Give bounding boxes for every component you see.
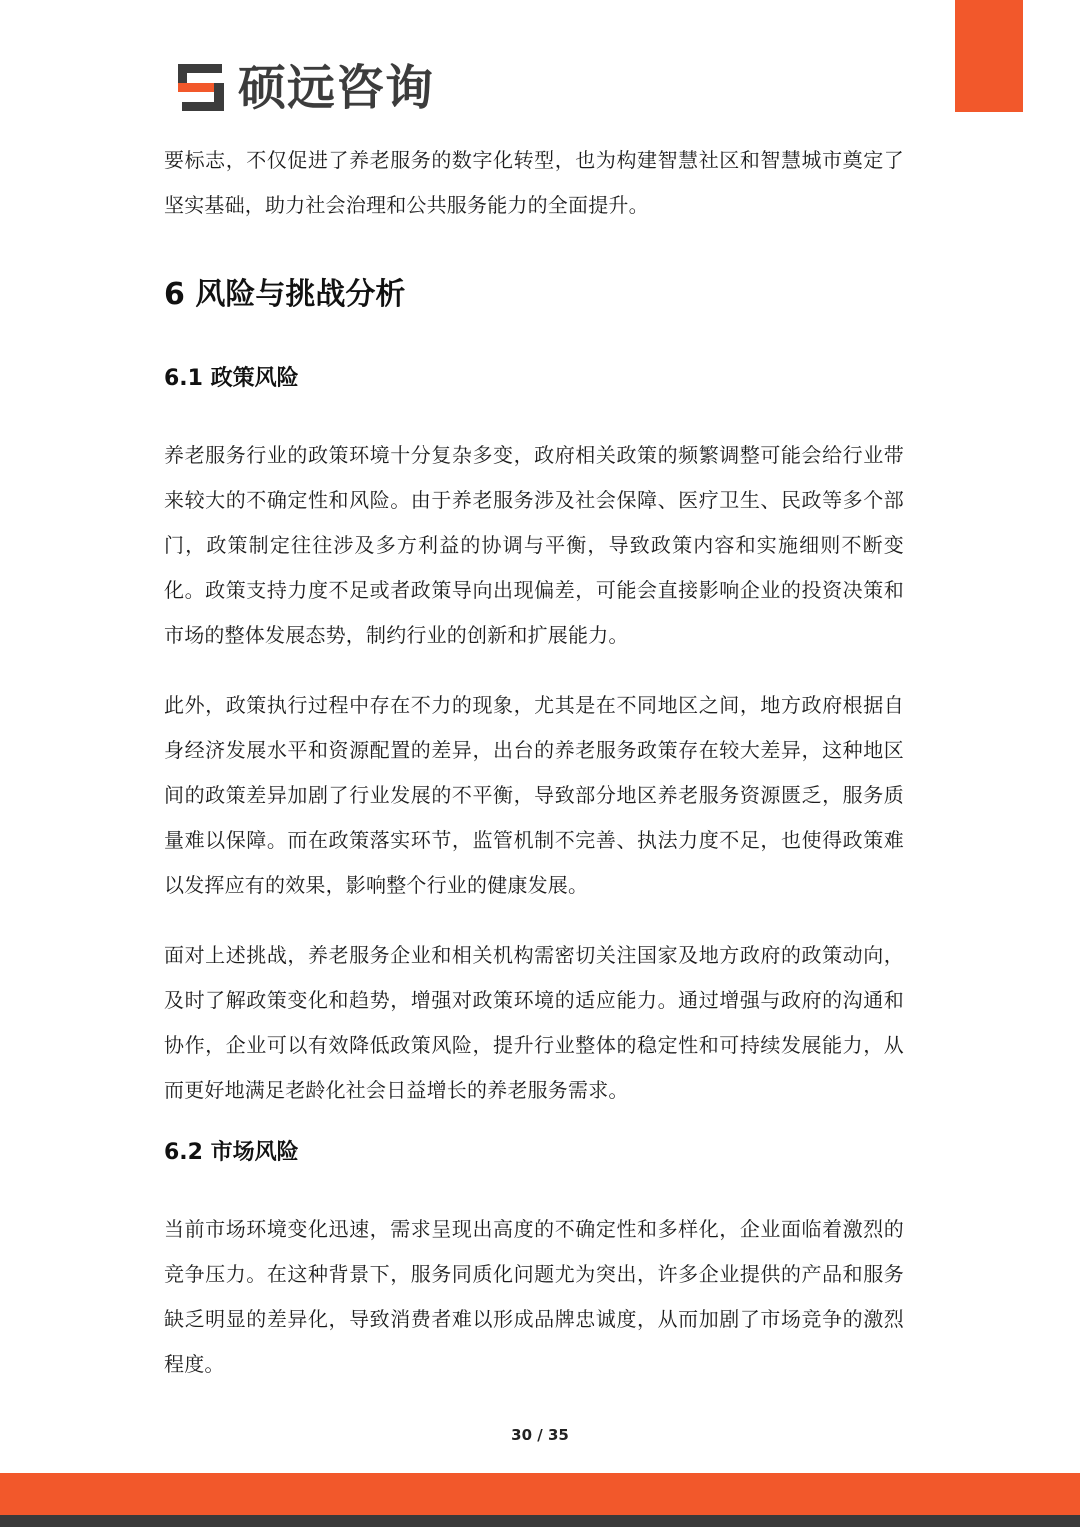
policy-paragraph-2: 此外，政策执行过程中存在不力的现象，尤其是在不同地区之间，地方政府根据自身经济发展水平和资源配置的差异，出台的养老服务政策存在较大差异，这种地区间的政策差异加剧了行业发展的不平衡，导致部分地区养老服务资源匮乏，服务质量难以保障。而在政策落实环节，监管机制不完善、执法力度不足，也使得政策难以发挥应有的效果，影响整个行业的健康发展。 — [164, 693, 904, 897]
subsection-heading-6-1: 6.1 政策风险 — [164, 366, 299, 391]
subsection-heading-6-2: 6.2 市场风险 — [164, 1140, 299, 1165]
intro-paragraph: 要标志，不仅促进了养老服务的数字化转型，也为构建智慧社区和智慧城市奠定了坚实基础，助力社会治理和公共服务能力的全面提升。 — [164, 148, 904, 217]
corner-accent-block — [955, 0, 1023, 112]
section-heading-6: 6 风险与挑战分析 — [164, 277, 406, 312]
page-number: 30 / 35 — [511, 1426, 569, 1444]
brand-name: 硕远咨询 — [238, 60, 435, 116]
footer-dark-strip — [0, 1515, 1080, 1527]
footer-accent-bar — [0, 1473, 1080, 1515]
logo-mark-icon — [176, 62, 228, 114]
page-content — [164, 138, 904, 1387]
policy-paragraph-3: 面对上述挑战，养老服务企业和相关机构需密切关注国家及地方政府的政策动向，及时了解政策变化和趋势，增强对政策环境的适应能力。通过增强与政府的沟通和协作，企业可以有效降低政策风险，提升行业整体的稳定性和可持续发展能力，从而更好地满足老龄化社会日益增长的养老服务需求。 — [164, 943, 904, 1102]
policy-paragraph-1: 养老服务行业的政策环境十分复杂多变，政府相关政策的频繁调整可能会给行业带来较大的不确定性和风险。由于养老服务涉及社会保障、医疗卫生、民政等多个部门，政策制定往往涉及多方利益的协调与平衡，导致政策内容和实施细则不断变化。政策支持力度不足或者政策导向出现偏差，可能会直接影响企业的投资决策和市场的整体发展态势，制约行业的创新和扩展能力。 — [164, 443, 904, 647]
brand-logo — [176, 58, 434, 118]
market-paragraph-1: 当前市场环境变化迅速，需求呈现出高度的不确定性和多样化，企业面临着激烈的竞争压力。在这种背景下，服务同质化问题尤为突出，许多企业提供的产品和服务缺乏明显的差异化，导致消费者难以形成品牌忠诚度，从而加剧了市场竞争的激烈程度。 — [164, 1217, 904, 1376]
